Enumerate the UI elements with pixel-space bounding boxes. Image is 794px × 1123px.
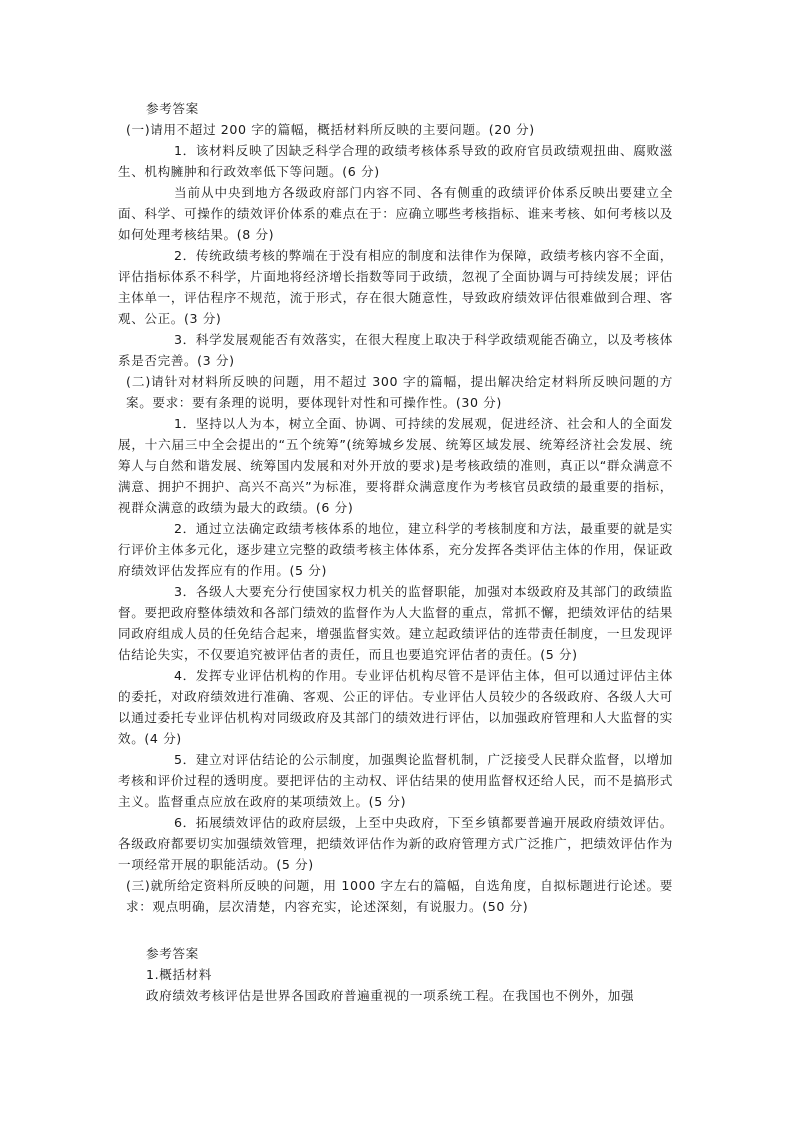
q2-item-1: 1．坚持以人为本，树立全面、协调、可持续的发展观，促进经济、社会和人的全面发展，十六届三中全会提出的“五个统筹”(统筹城乡发展、统筹区域发展、统筹经济社会发展、统筹人与自然和谐发展、统筹国内发展和对外开放的要求)是考核政绩的准则，真正以“群众满意不满意、拥护不拥护、高兴不高兴”为标准，要将群众满意度作为考核官员政绩的最重要的指标，视群众满意的政绩为最大的政绩。(6 分) [118,416,673,515]
q2-item-4: 4．发挥专业评估机构的作用。专业评估机构尽管不是评估主体，但可以通过评估主体的委托，对政府绩效进行准确、客观、公正的评估。专业评估人员较少的各级政府、各级人大可以通过委托专业评估机构对同级政府及其部门的绩效进行评估，以加强政府管理和人大监督的实效。(4 分) [118,668,673,746]
q1-item-3: 3．科学发展观能否有效落实，在很大程度上取决于科学政绩观能否确立，以及考核体系是否完善。(3 分) [118,332,673,368]
heading-reference-answer-2: 参考答案 [146,946,199,961]
q2-item-5: 5．建立对评估结论的公示制度，加强舆论监督机制，广泛接受人民群众监督，以增加考核和评价过程的透明度。要把评估的主动权、评估结果的使用监督权还给人民，而不是搞形式主义。监督重点应放在政府的某项绩效上。(5 分) [118,752,673,809]
q2-item-2: 2．通过立法确定政绩考核体系的地位，建立科学的考核制度和方法，最重要的就是实行评价主体多元化，逐步建立完整的政绩考核主体体系，充分发挥各类评估主体的作用，保证政府绩效评估发挥应有的作用。(5 分) [118,521,673,578]
question-3: (三)就所给定资料所反映的问题，用 1000 字左右的篇幅，自选角度，自拟标题进行论述。要求：观点明确，层次清楚，内容充实，论述深刻，有说服力。(50 分) [126,878,673,914]
q2-item-3: 3．各级人大要充分行使国家权力机关的监督职能，加强对本级政府及其部门的政绩监督。要把政府整体绩效和各部门绩效的监督作为人大监督的重点，常抓不懈，把绩效评估的结果同政府组成人员的任免结合起来，增强监督实效。建立起政绩评估的连带责任制度，一旦发现评估结论失实，不仅要追究被评估者的责任，而且也要追究评估者的责任。(5 分) [118,584,673,662]
q2-item-6: 6．拓展绩效评估的政府层级，上至中央政府，下至乡镇都要普遍开展政府绩效评估。各级政府都要切实加强绩效管理，把绩效评估作为新的政府管理方式广泛推广，把绩效评估作为一项经常开展的职能活动。(5 分) [118,815,673,872]
question-2: (二)请针对材料所反映的问题，用不超过 300 字的篇幅，提出解决给定材料所反映问题的方案。要求：要有条理的说明，要体现针对性和可操作性。(30 分) [126,374,673,410]
q1-item-1: 1．该材料反映了因缺乏科学合理的政绩考核体系导致的政府官员政绩观扭曲、腐败滋生、机构臃肿和行政效率低下等问题。(6 分) [118,143,673,179]
answer-section-2 [118,943,673,1006]
body-paragraph: 政府绩效考核评估是世界各国政府普遍重视的一项系统工程。在我国也不例外，加强 [146,988,635,1003]
subheading-summary: 1.概括材料 [146,967,212,982]
answer-section-1 [118,98,673,917]
q1-item-2: 2．传统政绩考核的弊端在于没有相应的制度和法律作为保障，政绩考核内容不全面，评估指标体系不科学，片面地将经济增长指数等同于政绩，忽视了全面协调与可持续发展；评估主体单一，评估程序不规范，流于形式，存在很大随意性，导致政府绩效评估很难做到合理、客观、公正。(3 分) [118,248,673,326]
heading-reference-answer: 参考答案 [146,101,199,116]
q1-item-1-note: 当前从中央到地方各级政府部门内容不同、各有侧重的政绩评价体系反映出要建立全面、科学、可操作的绩效评价体系的难点在于：应确立哪些考核指标、谁来考核、如何考核以及如何处理考核结果。(8 分) [118,185,673,242]
question-1: (一)请用不超过 200 字的篇幅，概括材料所反映的主要问题。(20 分) [126,122,535,137]
